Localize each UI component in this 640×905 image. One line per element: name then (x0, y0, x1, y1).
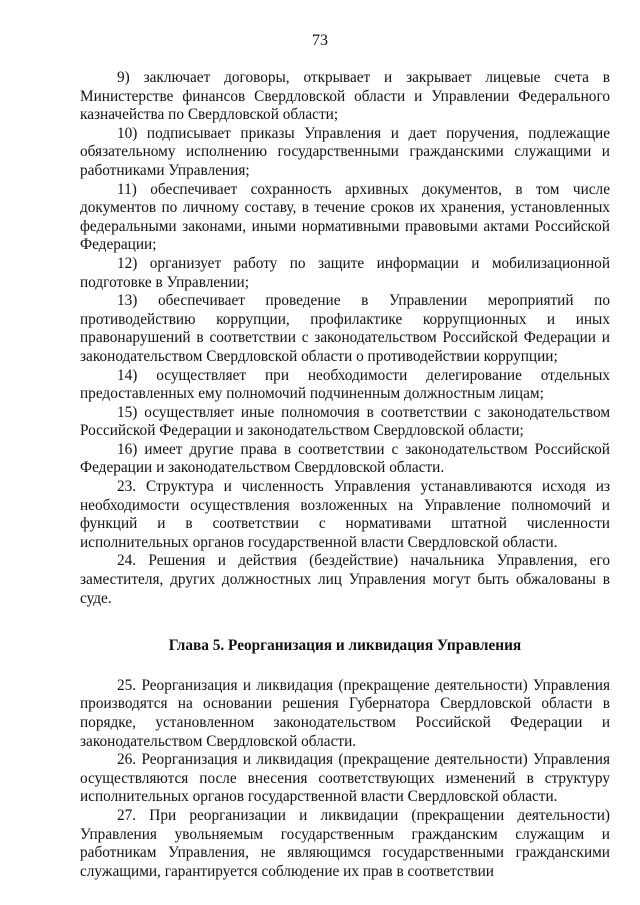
paragraph-item-15: 15) осуществляет иные полномочия в соответствии с законодательством Российской Федерации и законодательством Свердловской области; (80, 403, 610, 440)
paragraph-section-23: 23. Структура и численность Управления устанавливаются исходя из необходимости осуществления возложенных на Управление полномочий и функций и в соответствии с нормативами штатной численности исполнительных органов государственной власти Свердловской области. (80, 478, 610, 551)
paragraph-item-10: 10) подписывает приказы Управления и дает поручения, подлежащие обязательному исполнению государственными гражданскими служащими и работниками Управления; (80, 124, 610, 179)
chapter-heading: Глава 5. Реорганизация и ликвидация Управления (168, 637, 522, 655)
paragraph-section-24: 24. Решения и действия (бездействие) начальника Управления, его заместителя, других должностных лиц Управления могут быть обжалованы в суде. (80, 552, 610, 607)
paragraph-item-13: 13) обеспечивает проведение в Управлении мероприятий по противодействию коррупции, профилактике коррупционных и иных правонарушений в соответствии с законодательством Российской Федерации и законодательством Свердловской области о противодействии коррупции; (80, 292, 610, 365)
page-number: 73 (312, 32, 328, 49)
paragraph-item-12: 12) организует работу по защите информации и мобилизационной подготовке в Управлении; (80, 254, 610, 291)
document-body (80, 69, 610, 881)
paragraph-item-9: 9) заключает договоры, открывает и закрывает лицевые счета в Министерстве финансов Свердловской области и Управлении Федерального казначейства по Свердловской области; (80, 69, 610, 124)
paragraph-item-16: 16) имеет другие права в соответствии с законодательством Российской Федерации и законодательством Свердловской области. (80, 440, 610, 477)
paragraph-section-26: 26. Реорганизация и ликвидация (прекращение деятельности) Управления осуществляются после внесения соответствующих изменений в структуру исполнительных органов государственной власти Свердловской области. (80, 751, 610, 806)
paragraph-section-25: 25. Реорганизация и ликвидация (прекращение деятельности) Управления производятся на основании решения Губернатора Свердловской области в порядке, установленном законодательством Российской Федерации и законодательством Свердловской области. (80, 676, 610, 750)
paragraph-item-14: 14) осуществляет при необходимости делегирование отдельных предоставленных ему полномочий подчиненным должностным лицам; (80, 366, 610, 403)
paragraph-item-11: 11) обеспечивает сохранность архивных документов, в том числе документов по личному составу, в течение сроков их хранения, установленных федеральными законами, иными нормативными правовыми актами Российской Федерации; (80, 180, 610, 254)
paragraph-section-27: 27. При реорганизации и ликвидации (прекращении деятельности) Управления увольняемым государственным гражданским служащим и работникам Управления, не являющимся государственными гражданскими служащими, гарантируется соблюдение их прав в соответствии (80, 806, 610, 880)
